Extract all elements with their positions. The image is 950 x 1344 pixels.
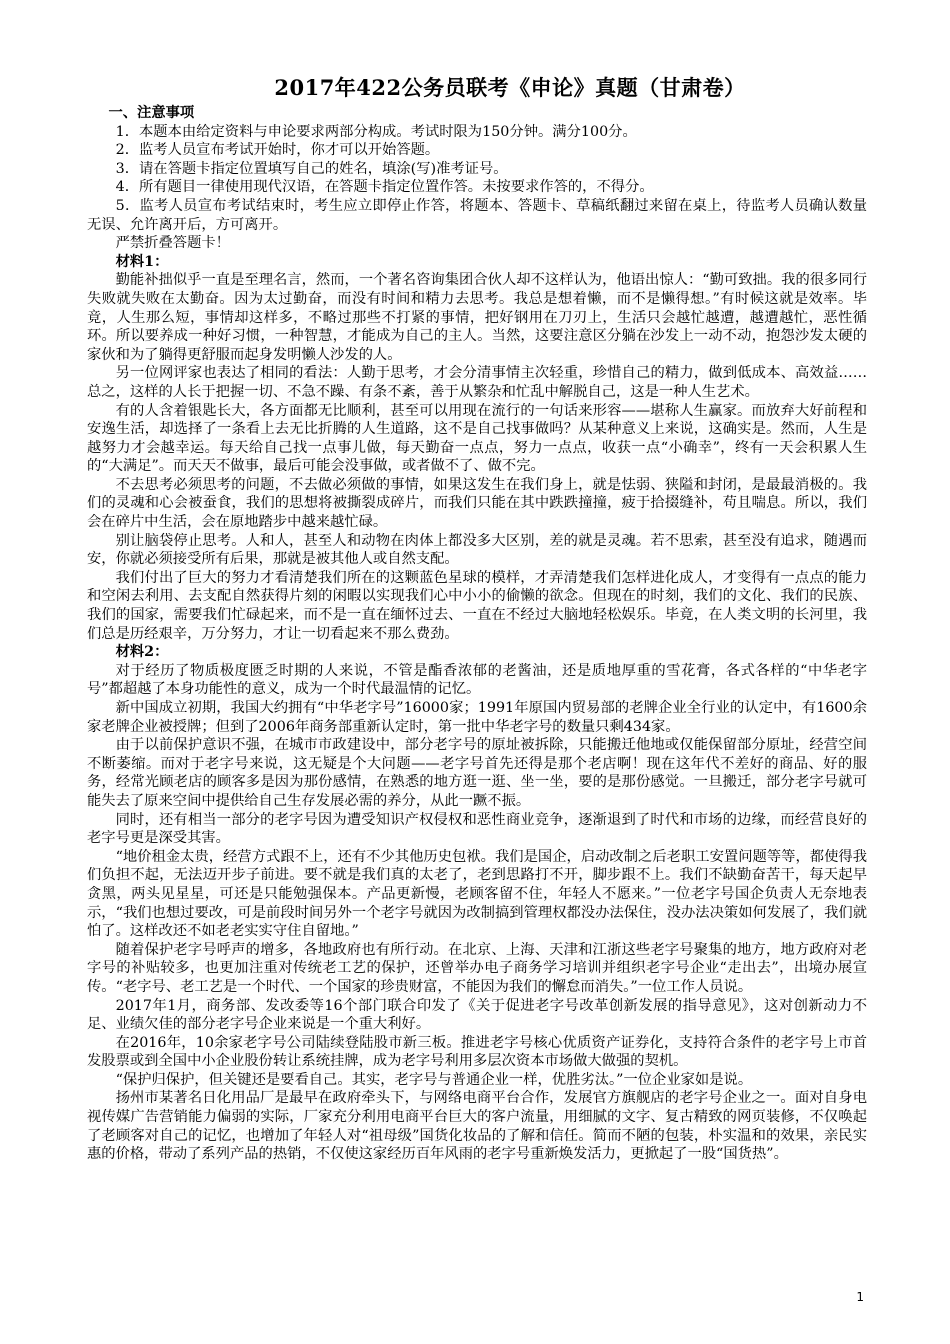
material2-paragraph: 新中国成立初期，我国大约拥有“中华老字号”16000家；1991年原国内贸易部的老牌企业全行业的认定中，有1600余家老牌企业被授牌；但到了2006年商务部重新认定时，第一批中华老字号的数量只剩434家。: [87, 700, 867, 735]
notice-item: 1．本题本由给定资料与申论要求两部分构成。考试时限为150分钟。满分100分。: [115, 123, 637, 140]
material1-paragraph: 勤能补拙似乎一直是至理名言，然而，一个著名咨询集团合伙人却不这样认为，他语出惊人：“勤可致拙。我的很多同行失败就失败在太勤奋。因为太过勤奋，而没有时间和精力去思考。我总是想着懒，而不是懒得想。”有时候这就是效率。毕竟，人生那么短，事情却这样多，不略过那些不打紧的事情，把好钢用在刀刃上，生活只会越忙越遭，越遭越忙，恶性循环。所以要养成一种好习惯，一种智慧，才能成为自己的主人。当然，这要注意区分躺在沙发上一动不动，抱怨沙发太硬的家伙和为了躺得更舒服而起身发明懒人沙发的人。: [87, 272, 867, 363]
material2-paragraph: 2017年1月，商务部、发改委等16个部门联合印发了《关于促进老字号改革创新发展的指导意见》，这对创新动力不足、业绩欠佳的部分老字号企业来说是一个重大利好。: [87, 997, 867, 1033]
material1-paragraph: 有的人含着银匙长大，各方面都无比顺利，甚至可以用现在流行的一句话来形容——堪称人生赢家。而放弃大好前程和安逸生活，却选择了一条看上去无比折腾的人生道路，这不是自己找事做吗？从某种意义上来说，这确实是。然而，人生是越努力才会越幸运。每天给自己找一点事儿做，每天勤奋一点点，努力一点点，收获一点“小确幸”，终有一天会积累人生的“大满足”。而天天不做事，最后可能会没事做，或者做不了、做不完。: [87, 402, 867, 475]
material2-paragraph: 对于经历了物质极度匮乏时期的人来说，不管是酯香浓郁的老酱油，还是质地厚重的雪花膏，各式各样的“中华老字号”都超越了本身功能性的意义，成为一个时代最温情的记忆。: [87, 662, 867, 698]
material1-paragraph: 别让脑袋停止思考。人和人，甚至人和动物在肉体上都没多大区别，差的就是灵魂。若不思索，甚至没有追求，随遇而安，你就必须接受所有后果，那就是被其他人或自然支配。: [87, 532, 867, 568]
notice-item: 5．监考人员宣布考试结束时，考生应立即停止作答，将题本、答题卡、草稿纸翻过来留在桌上，待监考人员确认数量无误、允许离开后，方可离开。: [87, 197, 867, 233]
notice-heading: 一、注意事项: [108, 105, 195, 121]
material2-paragraph: 随着保护老字号呼声的增多，各地政府也有所行动。在北京、上海、天津和江浙这些老字号聚集的地方，地方政府对老字号的补贴较多，也更加注重对传统老工艺的保护，还曾举办电子商务学习培训并组织老字号企业“走出去”，出境办展宣传。“老字号、老工艺是一个时代、一个国家的珍贵财富，不能因为我们的懈怠而消失。”一位工作人员说。: [87, 941, 867, 995]
notice-warning: 严禁折叠答题卡！: [115, 235, 230, 252]
page-title: 2017年422公务员联考《申论》真题（甘肃卷）: [274, 75, 746, 100]
material2-paragraph: 由于以前保护意识不强，在城市市政建设中，部分老字号的原址被拆除，只能搬迁他地或仅能保留部分原址，经营空间不断萎缩。而对于老字号来说，这无疑是个大问题——老字号首先还得是那个老店啊！现在这年代不差好的商品、好的服务，经常光顾老店的顾客多是因为那份感情，在熟悉的地方逛一逛、坐一坐，要的是那份感觉。一旦搬迁，部分老字号就可能失去了原来空间中提供给自己生存发展必需的养分，从此一蹶不振。: [87, 737, 867, 809]
material2-paragraph: 扬州市某著名日化用品厂是最早在政府牵头下，与网络电商平台合作，发展官方旗舰店的老字号企业之一。面对自身电视传媒广告营销能力偏弱的实际，厂家充分利用电商平台巨大的客户流量，用细腻的文字、复古精致的网页装修，不仅唤起了老顾客对自己的记忆，也增加了年轻人对“祖母级”国货化妆品的了解和信任。简而不陋的包装，朴实温和的效果，亲民实惠的价格，带动了系列产品的热销，不仅使这家经历百年风雨的老字号重新焕发活力，更掀起了一股“国货热”。: [87, 1090, 867, 1163]
notice-item: 3．请在答题卡指定位置填写自己的姓名，填涂(写)准考证号。: [115, 160, 508, 177]
material1-heading: 材料1：: [115, 253, 169, 270]
material2-heading: 材料2：: [115, 644, 169, 661]
page-number: 1: [856, 1290, 864, 1304]
material1-paragraph: 不去思考必须思考的问题，不去做必须做的事情，如果这发生在我们身上，就是怯弱、狭隘和封闭，是最最消极的。我们的灵魂和心会被蚕食，我们的思想将被撕裂成碎片，而我们只能在其中跌跌撞撞，疲于拾掇缝补，苟且喘息。所以，我们会在碎片中生活，会在原地踏步中越来越忙碌。: [87, 476, 867, 531]
material2-paragraph: “地价租金太贵，经营方式跟不上，还有不少其他历史包袱。我们是国企，启动改制之后老职工安置问题等等，都使得我们负担不起，无法迈开步子前进。要不就是我们真的太老了，老到思路打不开，脚步跟不上。我们不缺勤奋苦干，每天起早贪黑，两头见星星，可还是只能勉强保本。产品更新慢，老顾客留不住，年轻人不愿来。”一位老字号国企负责人无奈地表示，“我们也想过要改，可是前段时间另外一个老字号就因为改制搞到管理权都没办法保住，没办法决策如何发展了，我们就怕了。这样改还不如老老实实守住自留地。”: [87, 848, 867, 940]
notice-item: 4．所有题目一律使用现代汉语，在答题卡指定位置作答。未按要求作答的，不得分。: [115, 179, 654, 196]
notice-item: 2．监考人员宣布考试开始时，你才可以开始答题。: [115, 142, 440, 159]
material1-paragraph: 另一位网评家也表达了相同的看法：人勤于思考，才会分清事情主次轻重，珍惜自己的精力，做到低成本、高效益……总之，这样的人长于把握一切、不急不躁、有条不紊，善于从繁杂和忙乱中解脱自己，这是一种人生艺术。: [87, 365, 867, 400]
material2-paragraph: 同时，还有相当一部分的老字号因为遭受知识产权侵权和恶性商业竞争，逐渐退到了时代和市场的边缘，而经营良好的老字号更是深受其害。: [87, 811, 867, 847]
material1-paragraph: 我们付出了巨大的努力才看清楚我们所在的这颗蓝色星球的模样，才弄清楚我们怎样进化成人，才变得有一点点的能力和空闲去利用、去支配自然获得片刻的闲暇以实现我们心中小小的偷懒的欲念。但现在的时刻，我们的文化、我们的民族、我们的国家，需要我们忙碌起来，而不是一直在缅怀过去、一直在不经过大脑地轻松娱乐。毕竟，在人类文明的长河里，我们总是历经艰辛，万分努力，才让一切看起来不那么费劲。: [87, 569, 867, 642]
material2-paragraph: 在2016年，10余家老字号公司陆续登陆股市新三板。推进老字号核心优质资产证券化，支持符合条件的老字号上市首发股票或到全国中小企业股份转让系统挂牌，成为老字号利用多层次资本市场做大做强的契机。: [87, 1034, 867, 1070]
document-body: [87, 104, 867, 1164]
material2-paragraph: “保护归保护，但关键还是要看自己。其实，老字号与普通企业一样，优胜劣汰。”一位企业家如是说。: [115, 1071, 753, 1088]
